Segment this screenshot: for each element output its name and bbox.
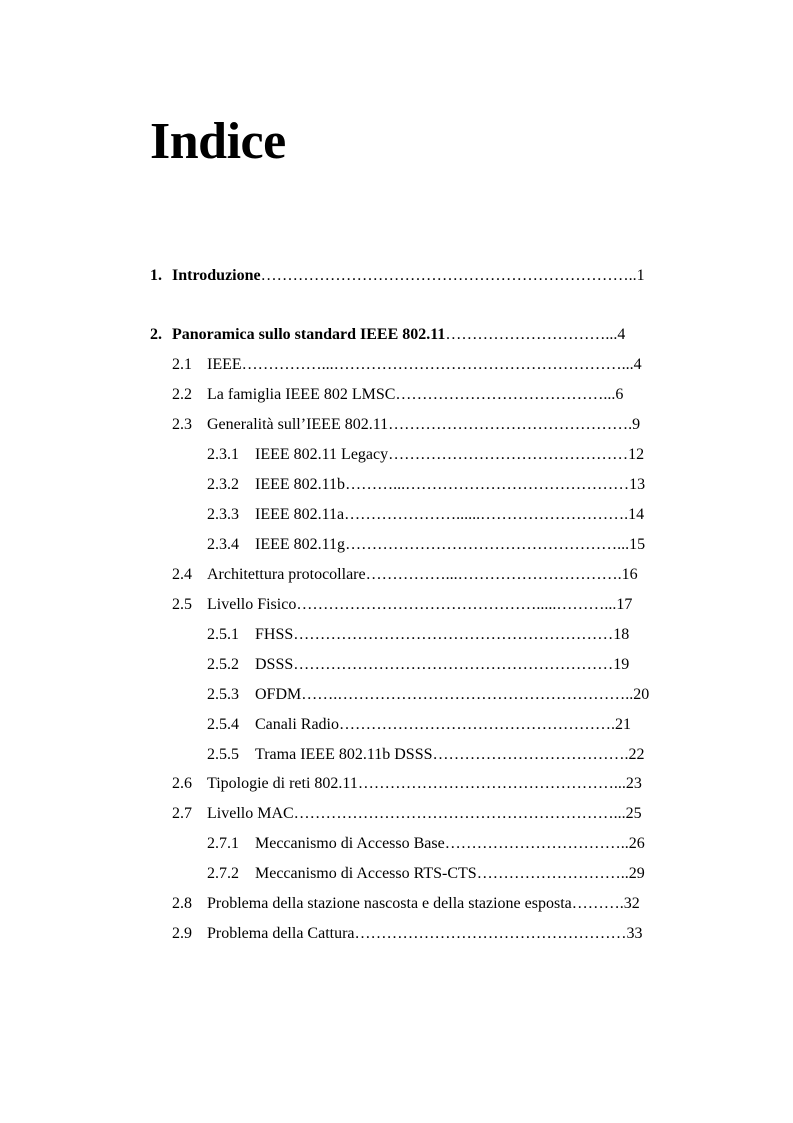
toc-leader: …………………......………………………. <box>344 506 629 523</box>
toc-number: 2.3.4 <box>207 536 239 553</box>
toc-entry-2-1[interactable] <box>172 355 642 375</box>
toc-leader: …………………………………………… <box>354 925 627 942</box>
toc-entry-2-5-5[interactable] <box>207 745 645 765</box>
toc-leader: …………………………... <box>445 326 618 343</box>
toc-number: 1. <box>150 267 162 284</box>
toc-page: 1 <box>636 267 645 284</box>
toc-page: 4 <box>633 356 642 373</box>
toc-entry-2-3-1[interactable] <box>207 445 644 465</box>
toc-number: 2.8 <box>172 895 192 912</box>
toc-number: 2.5.5 <box>207 746 239 763</box>
toc-title: Tipologie di reti 802.11 <box>207 775 358 792</box>
toc-title: IEEE 802.11g <box>255 536 346 553</box>
toc-number: 2.2 <box>172 386 192 403</box>
toc-leader: ………………………………………. <box>388 416 633 433</box>
toc-leader: ……………...………………………………………………... <box>241 356 634 373</box>
toc-leader: ………. <box>571 895 624 912</box>
toc-entry-2-5-3[interactable] <box>207 685 649 705</box>
toc-page: 15 <box>629 536 646 553</box>
toc-title: IEEE 802.11b <box>255 476 346 493</box>
toc-title: DSSS <box>255 656 294 673</box>
toc-title: IEEE <box>207 356 242 373</box>
toc-entry-2-7[interactable] <box>172 804 642 824</box>
toc-entry-2-4[interactable] <box>172 565 638 585</box>
toc-page: 32 <box>623 895 640 912</box>
toc-title: FHSS <box>255 626 294 643</box>
toc-entry-2-5-1[interactable] <box>207 625 629 645</box>
toc-entry-2-3-2[interactable] <box>207 475 645 495</box>
toc-number: 2.1 <box>172 356 192 373</box>
toc-number: 2. <box>150 326 162 343</box>
toc-number: 2.6 <box>172 775 192 792</box>
toc-leader: ………...…………………………………… <box>345 476 630 493</box>
toc-leader: ……………………………………….....………... <box>296 596 617 613</box>
toc-number: 2.4 <box>172 566 192 583</box>
toc-number: 2.3.2 <box>207 476 239 493</box>
toc-entry-2-3-4[interactable] <box>207 535 645 555</box>
toc-number: 2.5.2 <box>207 656 239 673</box>
toc-page: 18 <box>613 626 630 643</box>
toc-entry-2-6[interactable] <box>172 774 642 794</box>
toc-title: Architettura protocollare <box>207 566 366 583</box>
toc-leader: ……………………….. <box>476 865 629 882</box>
toc-title: Panoramica sullo standard IEEE 802.11 <box>172 326 446 343</box>
toc-title: Introduzione <box>172 267 261 284</box>
toc-page: 21 <box>614 716 631 733</box>
toc-number: 2.5.4 <box>207 716 239 733</box>
toc-title: Canali Radio <box>255 716 339 733</box>
toc-entry-2-2[interactable] <box>172 385 623 405</box>
toc-leader: …………………………………………………… <box>293 626 614 643</box>
toc-entry-2[interactable] <box>150 325 625 345</box>
toc-page: 23 <box>625 775 642 792</box>
toc-title: Meccanismo di Accesso RTS-CTS <box>255 865 477 882</box>
toc-entry-2-9[interactable] <box>172 924 643 944</box>
toc-leader: …………………………………………... <box>357 775 626 792</box>
toc-page: 20 <box>633 686 650 703</box>
toc-entry-2-7-2[interactable] <box>207 864 645 884</box>
toc-page: 22 <box>628 746 645 763</box>
toc-title: La famiglia IEEE 802 LMSC <box>207 386 396 403</box>
toc-leader: …….……………………………………………….. <box>301 686 634 703</box>
toc-page: 19 <box>613 656 630 673</box>
toc-leader: ……………………………………………………... <box>293 805 626 822</box>
toc-entry-2-5[interactable] <box>172 595 632 615</box>
toc-leader: ……………………………………… <box>388 446 629 463</box>
toc-page: 9 <box>632 416 641 433</box>
toc-entry-1[interactable] <box>150 266 645 286</box>
toc-leader: …………………………….. <box>444 835 629 852</box>
toc-title: Problema della stazione nascosta e della stazione esposta <box>207 895 572 912</box>
toc-leader: ……………………………………………... <box>345 536 630 553</box>
toc-number: 2.7.1 <box>207 835 239 852</box>
toc-title: Generalità sull’IEEE 802.11 <box>207 416 389 433</box>
toc-page: 14 <box>628 506 645 523</box>
toc-leader: …………………………………………………… <box>293 656 614 673</box>
toc-number: 2.7.2 <box>207 865 239 882</box>
toc-number: 2.3 <box>172 416 192 433</box>
toc-number: 2.3.1 <box>207 446 239 463</box>
toc-title: Livello MAC <box>207 805 294 822</box>
toc-page: 25 <box>625 805 642 822</box>
page-title: Indice <box>150 113 286 170</box>
toc-number: 2.9 <box>172 925 192 942</box>
toc-page: 17 <box>616 596 633 613</box>
toc-entry-2-3[interactable] <box>172 415 640 435</box>
toc-title: IEEE 802.11 Legacy <box>255 446 389 463</box>
toc-page: 16 <box>621 566 638 583</box>
toc-page: 6 <box>615 386 624 403</box>
toc-page: 29 <box>628 865 645 882</box>
toc-leader: …………………………………………………………….. <box>260 267 637 284</box>
toc-leader: …………………………………... <box>395 386 616 403</box>
toc-page: 4 <box>617 326 626 343</box>
toc-entry-2-5-2[interactable] <box>207 655 629 675</box>
toc-title: Trama IEEE 802.11b DSSS <box>255 746 433 763</box>
toc-leader: ………………………………. <box>432 746 629 763</box>
toc-title: Problema della Cattura <box>207 925 355 942</box>
toc-entry-2-3-3[interactable] <box>207 505 644 525</box>
toc-entry-2-8[interactable] <box>172 894 640 914</box>
toc-title: Livello Fisico <box>207 596 297 613</box>
toc-title: OFDM <box>255 686 302 703</box>
toc-page: 33 <box>626 925 643 942</box>
toc-number: 2.5.1 <box>207 626 239 643</box>
toc-title: Meccanismo di Accesso Base <box>255 835 445 852</box>
toc-leader: ……………………………………………. <box>338 716 615 733</box>
toc-page: 26 <box>628 835 645 852</box>
toc-title: IEEE 802.11a <box>255 506 345 523</box>
toc-entry-2-5-4[interactable] <box>207 715 631 735</box>
toc-entry-2-7-1[interactable] <box>207 834 645 854</box>
toc-leader: ……………...…………………………. <box>365 566 622 583</box>
toc-number: 2.5.3 <box>207 686 239 703</box>
toc-number: 2.7 <box>172 805 192 822</box>
toc-number: 2.5 <box>172 596 192 613</box>
toc-page: 13 <box>629 476 646 493</box>
toc-page: 12 <box>628 446 645 463</box>
toc-number: 2.3.3 <box>207 506 239 523</box>
